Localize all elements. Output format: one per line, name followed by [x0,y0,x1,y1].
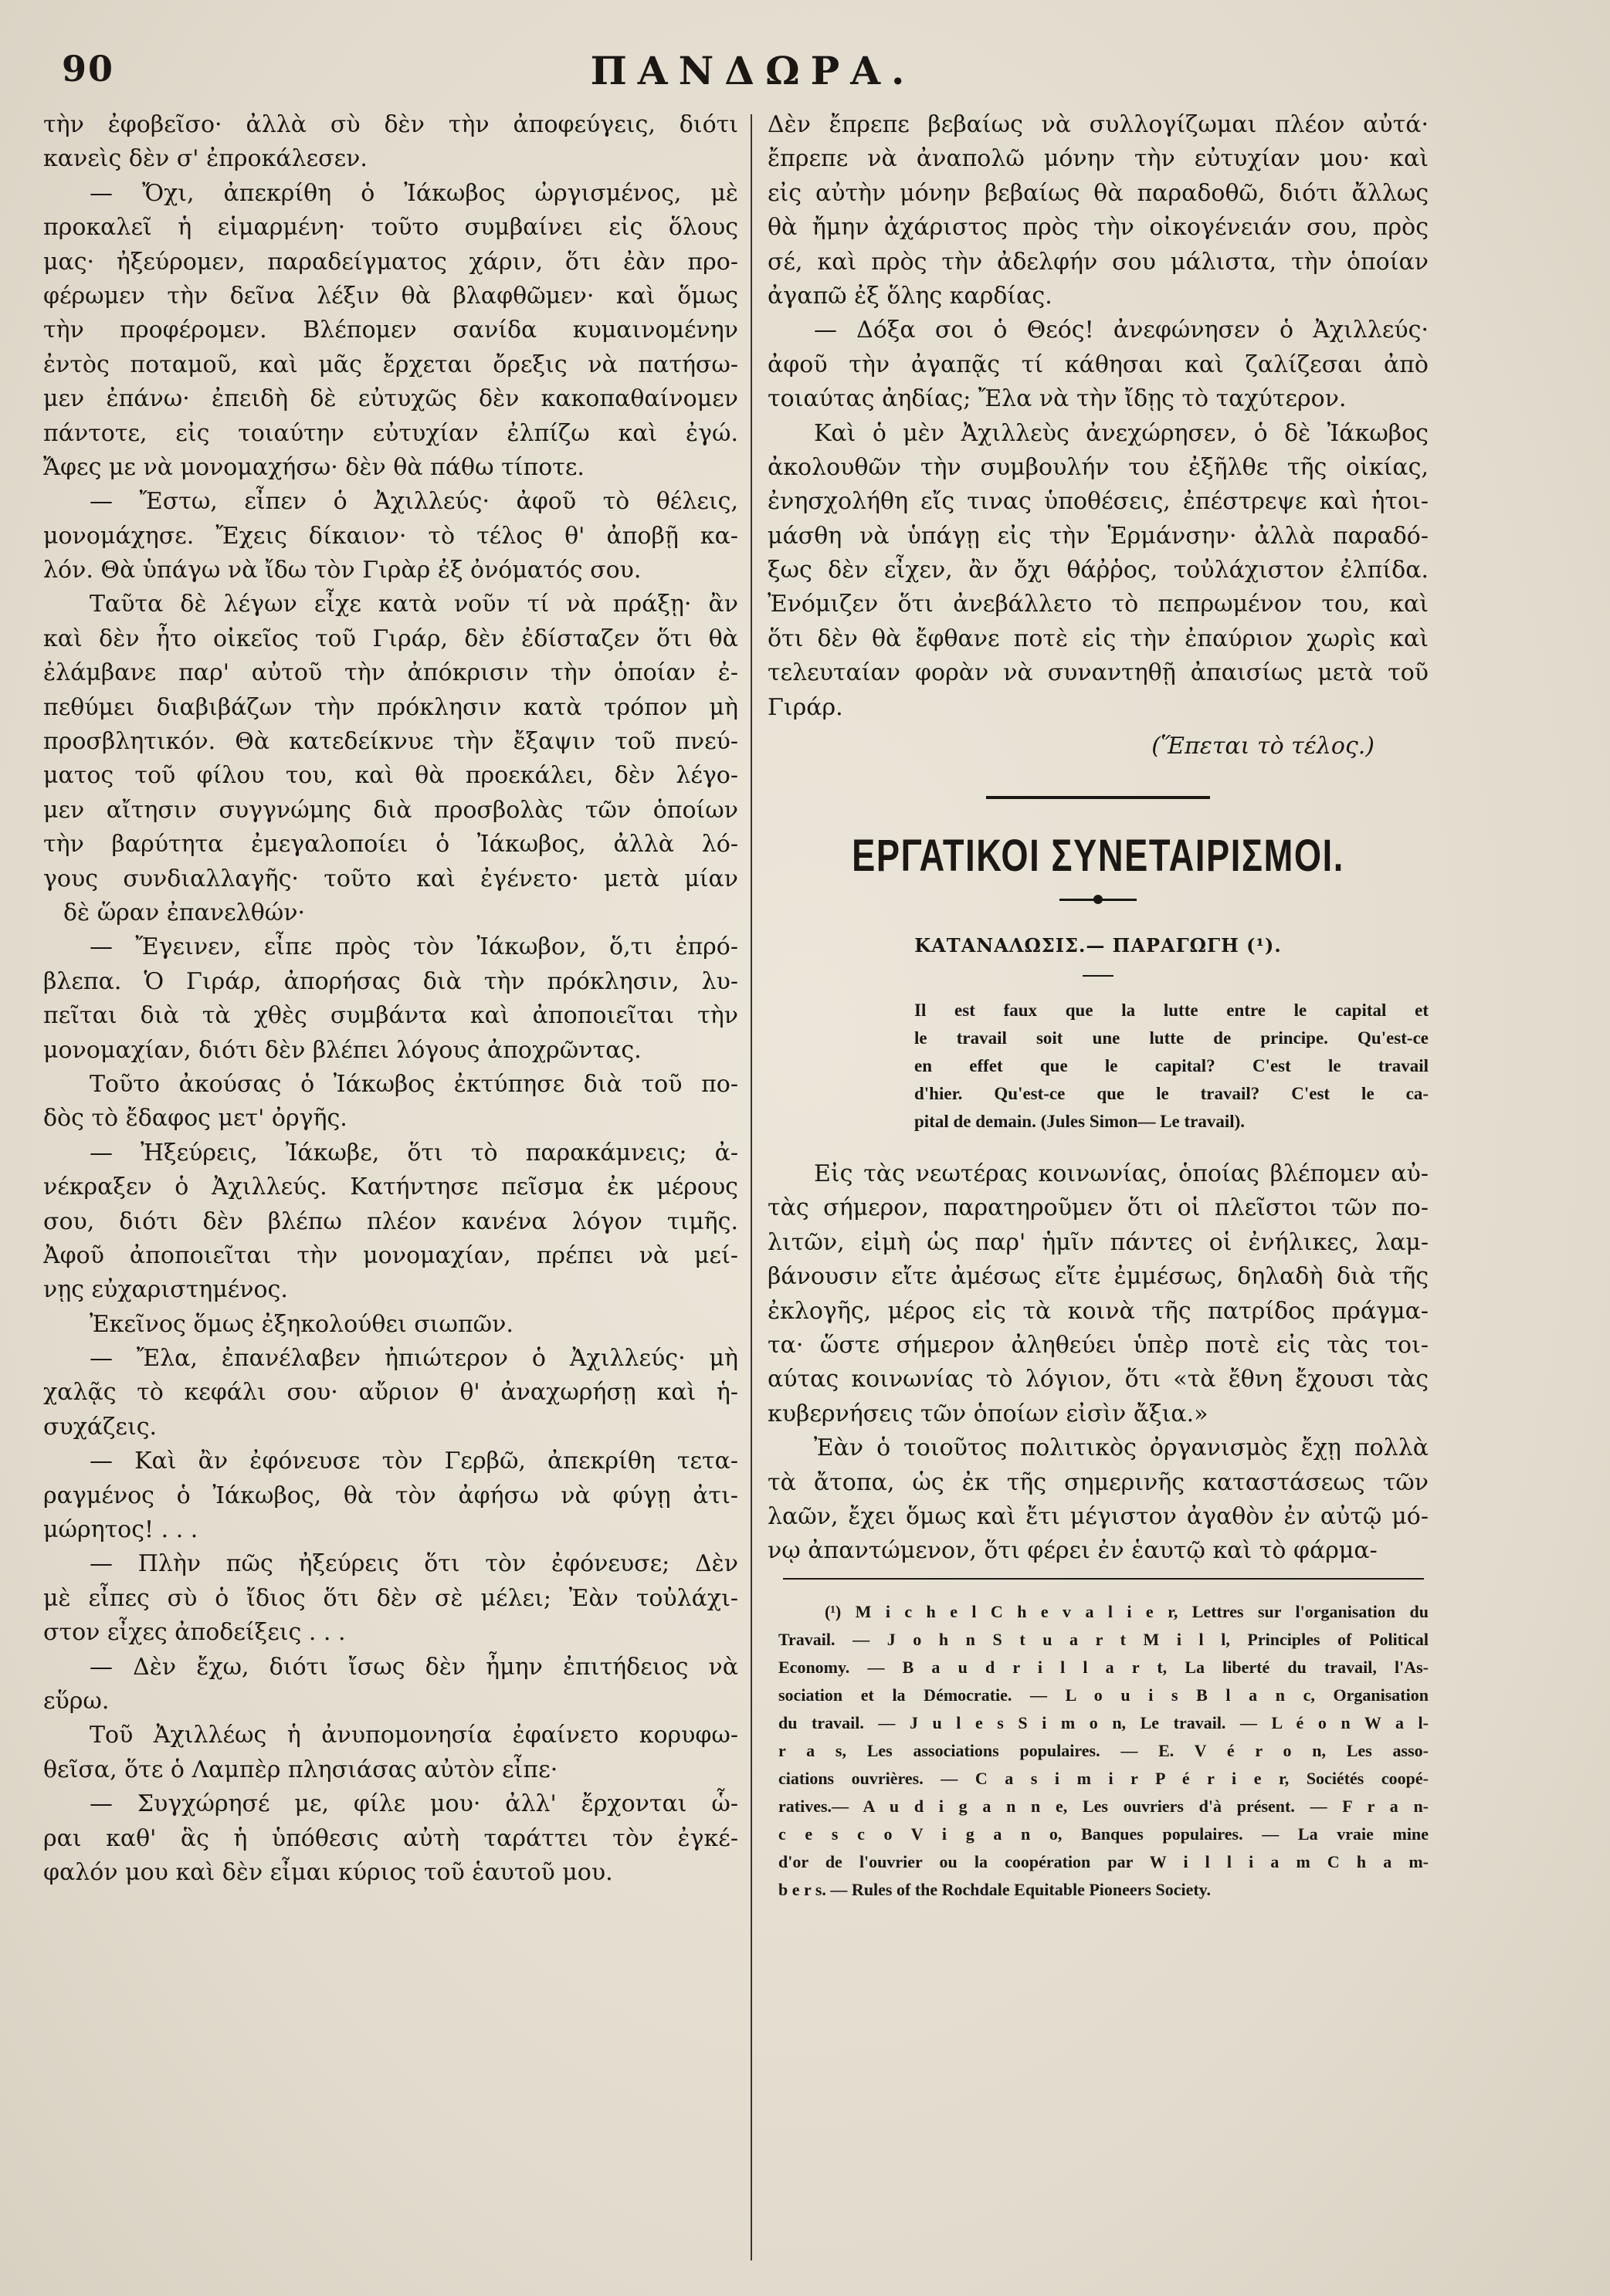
footnote-line: r a s, Les associations populaires. — E. V é r o n, Les asso- [778,1740,1429,1760]
footnote-line: (¹) M i c h e l C h e v a l i e r, Lettres sur l'organisation du [825,1601,1429,1621]
text-line: θεῖσα, ὅτε ὁ Λαμπὲρ πλησιάσας αὐτὸν εἶπε· [43,1756,558,1783]
text-line: βάνουσιν εἴτε ἀμέσως εἴτε ἐμμέσως, δηλαδὴ διὰ τῆς [768,1263,1429,1291]
left-column [43,108,738,1890]
footnotes [768,1598,1429,1904]
text-line: νῃς εὐχαριστημένος. [43,1276,288,1304]
text-line: τὰ ἄτοπα, ὡς ἐκ τῆς σημερινῆς καταστάσεως τῶν [768,1468,1429,1496]
text-line: τα· ὥστε σήμερον ἀληθεύει ὑπὲρ ποτὲ εἰς τὰς τοι- [768,1331,1429,1359]
text-line: φαλόν μου καὶ δὲν εἶμαι κύριος τοῦ ἑαυτοῦ μου. [43,1858,613,1886]
article-body [768,1157,1429,1569]
text-line: μὲ εἶπες σὺ ὁ ἴδιος ὅτι δὲν σὲ μέλει; Ἐὰν τοὐλάχι- [43,1584,738,1612]
text-line: πάντοτε, εἰς τοιαύτην εὐτυχίαν ἐλπίζω καὶ ἐγώ. [43,419,738,447]
footnote-line: ciations ouvrières. — C a s i m i r P é r i e r, Sociétés coopé- [778,1768,1429,1788]
text-line: Ἐκεῖνος ὅμως ἐξηκολούθει σιωπῶν. [90,1310,514,1338]
footnote-rule [783,1578,1424,1580]
section-rule [986,796,1210,799]
text-line: ματος τοῦ φίλου του, καὶ θὰ προεκάλει, δὲν λέγο- [43,762,738,790]
footnote-line: Economy. — B a u d r i l l a r t, La liberté du travail, l'As- [778,1657,1429,1677]
text-line: μονομαχίαν, διότι δὲν βλέπει λόγους ἀποχρῶντας. [43,1036,642,1064]
text-line: Καὶ ὁ μὲν Ἀχιλλεὺς ἀνεχώρησεν, ὁ δὲ Ἰάκωβος [814,419,1429,447]
text-line: ἐντὸς ποταμοῦ, καὶ μᾶς ἔρχεται ὄρεξις νὰ πατήσω- [43,350,738,378]
footnote-line: ratives.— A u d i g a n n e, Les ouvriers d'à présent. — F r a n- [778,1796,1429,1816]
subheading-dash [1083,975,1113,977]
text-line: μας· ἠξεύρομεν, παραδείγματος χάριν, ὅτι ἐὰν προ- [43,248,738,276]
text-line: Ἀφοῦ ἀποποιεῖται τὴν μονομαχίαν, πρέπει νὰ μεί- [43,1241,738,1269]
text-line: — Συγχώρησέ με, φίλε μου· ἀλλ' ἔρχονται ὧ- [90,1790,738,1818]
footnote-line: c e s c o V i g a n o, Banques populaires. — La vraie mine [778,1824,1429,1844]
text-line: λόν. Θὰ ὑπάγω νὰ ἴδω τὸν Γιρὰρ ἐξ ὀνόματός σου. [43,557,642,584]
epigraph [768,997,1429,1136]
text-line: δὸς τὸ ἔδαφος μετ' ὀργῆς. [43,1105,347,1133]
text-line: μεν ἐπάνω· ἐπειδὴ δὲ εὐτυχῶς δὲν κακοπαθαίνομεν [43,385,738,413]
text-line: — Δόξα σοι ὁ Θεός! ἀνεφώνησεν ὁ Ἀχιλλεύς· [814,317,1429,344]
text-line: Τοῦτο ἀκούσας ὁ Ἰάκωβος ἐκτύπησε διὰ τοῦ πο- [90,1070,738,1098]
text-line: τελευταίαν φορὰν νὰ συναντηθῇ ἀπαισίως μετὰ τοῦ [768,659,1429,687]
text-line: Εἰς τὰς νεωτέρας κοινωνίας, ὁποίας βλέπομεν αὐ- [814,1160,1429,1188]
text-line: Ἄφες με νὰ μονομαχήσω· δὲν θὰ πάθω τίποτε. [43,453,585,481]
footnote-line: Travail. — J o h n S t u a r t M i l l, Principles of Political [778,1629,1429,1649]
text-line: κανεὶς δὲν σ' ἐπροκάλεσεν. [43,145,368,173]
text-line: συχάζεις. [43,1413,158,1441]
text-line: Γιράρ. [768,693,843,721]
text-line: τὴν ἐφοβεῖσο· ἀλλὰ σὺ δὲν τὴν ἀποφεύγεις, διότι [43,111,738,138]
section-title: ΕΡΓΑΤΙΚΟΙ ΣΥΝΕΤΑΙΡΙΣΜΟΙ. [852,831,1344,882]
ornament-divider [1059,892,1137,907]
text-line: ἀκολουθῶν τὴν συμβουλήν του ἐξῆλθε τῆς οἰκίας, [768,453,1429,481]
text-line: Δὲν ἔπρεπε βεβαίως νὰ συλλογίζωμαι πλέον αὐτά· [768,111,1429,138]
running-title: ΠΑΝΔΩΡΑ. [590,48,916,93]
text-line: Ἐνόμιζεν ὅτι ἀνεβάλλετο τὸ πεπρωμένον του, καὶ [768,591,1429,618]
page-header [54,48,1452,102]
text-line: μονομάχησε. Ἔχεις δίκαιον· τὸ τέλος θ' ἀποβῇ κα- [43,522,738,550]
text-line: λαῶν, ἔχει ὅμως καὶ ἔτι μέγιστον ἀγαθὸν ἐν αὐτῷ μό- [768,1502,1429,1530]
text-line: ἔπρεπε νὰ ἀναπολῶ μόνην τὴν εὐτυχίαν μου· καὶ [768,145,1429,173]
text-line: μώρητος! . . . [43,1516,198,1544]
text-line: τὴν προφέρομεν. Βλέπομεν σανίδα κυμαινομένην [43,317,738,344]
text-line: Ἐὰν ὁ τοιοῦτος πολιτικὸς ὀργανισμὸς ἔχῃ πολλὰ [814,1434,1429,1462]
text-line: πεῖται διὰ τὰ χθὲς συμβάντα καὶ ἀποποιεῖται τὴν [43,1002,738,1030]
text-line: ἐνησχολήθη εἴς τινας ὑποθέσεις, ἐπέστρεψε καὶ ἡτοι- [768,488,1429,516]
text-line: δὲ ὥραν ἐπανελθών· [63,899,305,926]
footnote-line: b e r s. — Rules of the Rochdale Equitable Pioneers Society. [778,1879,1211,1899]
text-line: τοιαύτας ἀηδίας; Ἔλα νὰ τὴν ἴδῃς τὸ ταχύτερον. [768,385,1347,413]
text-line: εὕρω. [43,1687,110,1715]
text-line: βλεπα. Ὁ Γιράρ, ἀπορήσας διὰ τὴν πρόκλησιν, λυ- [43,967,738,995]
text-line: λιτῶν, εἰμὴ ὡς παρ' ἡμῖν πάντες οἱ ἐνήλικες, λαμ- [768,1228,1429,1256]
column-divider [751,114,752,2260]
text-line: σέ, καὶ πρὸς τὴν ἀδελφήν σου μάλιστα, τὴν ὁποίαν [768,248,1429,276]
footnote-line: d'or de l'ouvrier ou la coopération par W i l l i a m C h a m- [778,1851,1429,1871]
text-line: τὴν βαρύτητα ἐμεγαλοποίει ὁ Ἰάκωβος, ἀλλὰ λό- [43,831,738,858]
text-line: — Καὶ ἂν ἐφόνευσε τὸν Γερβῶ, ἀπεκρίθη τετα- [90,1448,738,1475]
epigraph-line: Il est faux que la lutte entre le capital et [914,1001,1429,1021]
text-line: μάσθη νὰ ὑπάγῃ εἰς τὴν Ἑρμάνσην· ἀλλὰ παραδό- [768,522,1429,550]
text-line: ραγμένος ὁ Ἰάκωβος, θὰ τὸν ἀφήσω νὰ φύγῃ ἀτι- [43,1482,738,1509]
text-line: γους συνδιαλλαγῆς· τοῦτο καὶ ἐγένετο· μετὰ μίαν [43,865,738,892]
story-continuation [768,108,1429,725]
text-line: σου, διότι δὲν βλέπω πλέον κανένα λόγον τιμῆς. [43,1207,738,1235]
epigraph-line: d'hier. Qu'est-ce que le travail? C'est le ca- [914,1084,1429,1104]
text-line: — Δὲν ἔχω, διότι ἴσως δὲν ἦμην ἐπιτήδειος νὰ [90,1653,738,1681]
text-line: ξως δὲν εἶχεν, ἂν ὄχι θάῤῥος, τοὐλάχιστον ἐλπίδα. [768,557,1429,584]
text-line: τὰς σήμερον, παρατηροῦμεν ὅτι οἱ πλεῖστοι τῶν πο- [768,1194,1429,1222]
text-line: ὅτι δὲν θὰ ἔφθανε ποτὲ εἰς τὴν ἐπαύριον χωρὶς καὶ [768,625,1429,652]
text-line: — Ὄχι, ἀπεκρίθη ὁ Ἰάκωβος ὠργισμένος, μὲ [90,179,738,207]
text-line: προκαλεῖ ἡ εἱμαρμένη· τοῦτο συμβαίνει εἰς ὅλους [43,214,738,242]
text-line: ἀφοῦ τὴν ἀγαπᾷς τί κάθησαι καὶ ζαλίζεσαι ἀπὸ [768,350,1429,378]
text-line: εἰς αὐτὴν μόνην βεβαίως θὰ παραδοθῶ, διότι ἄλλως [768,179,1429,207]
text-line: — Ἔγεινεν, εἶπε πρὸς τὸν Ἰάκωβον, ὅ,τι ἐπρό- [90,933,738,961]
text-line: στον εἶχες ἀποδείξεις . . . [43,1619,346,1647]
right-column [768,108,1429,1904]
text-line: ἀγαπῶ ἐξ ὅλης καρδίας. [768,282,1052,310]
text-line: — Ἔστω, εἶπεν ὁ Ἀχιλλεύς· ἀφοῦ τὸ θέλεις, [90,488,738,516]
text-line: χαλᾷς τὸ κεφάλι σου· αὔριον θ' ἀναχωρήσῃ καὶ ἡ- [43,1379,738,1407]
text-line: κυβερνήσεις τῶν ὁποίων εἰσὶν ἄξια.» [768,1400,1208,1427]
text-line: φέρωμεν τὴν δεῖνα λέξιν θὰ βλαφθῶμεν· καὶ ὅμως [43,282,738,310]
footnote-line: du travail. — J u l e s S i m o n, Le travail. — L é o n W a l- [778,1712,1429,1732]
text-line: — Ἔλα, ἐπανέλαβεν ἠπιώτερον ὁ Ἀχιλλεύς· μὴ [90,1345,738,1373]
text-line: — Πλὴν πῶς ἠξεύρεις ὅτι τὸν ἐφόνευσε; Δὲν [90,1550,738,1578]
text-line: μεν αἴτησιν συγγνώμης διὰ προσβολὰς τῶν ὁποίων [43,796,738,824]
epigraph-line: en effet que le capital? C'est le travail [914,1056,1429,1076]
page-number: 90 [62,48,115,90]
text-line: καὶ δὲν ἦτο οἰκεῖος τοῦ Γιράρ, δὲν ἐδίσταζεν ὅτι θὰ [43,625,738,652]
text-line: νέκραξεν ὁ Ἀχιλλεύς. Κατήντησε πεῖσμα ἐκ μέρους [43,1173,738,1201]
text-line: νῳ ἀπαντώμενον, ὅτι φέρει ἐν ἑαυτῷ καὶ τὸ φάρμα- [768,1537,1378,1565]
text-line: ἐκλογῆς, μέρος εἰς τὰ κοινὰ τῆς πατρίδος πράγμα- [768,1297,1429,1325]
epigraph-line: le travail soit une lutte de principe. Qu'est-ce [914,1028,1429,1048]
text-line: ραι καθ' ἃς ἡ ὑπόθεσις αὐτὴ ταράττει τὸν ἐγκέ- [43,1824,738,1852]
text-line: προσβλητικόν. Θὰ κατεδείκνυε τὴν ἔξαψιν τοῦ πνεύ- [43,728,738,756]
footnote-line: sociation et la Démocratie. — L o u i s B l a n c, Organisation [778,1685,1429,1705]
text-line: αύτας κοινωνίας τὸ λόγιον, ὅτι «τὰ ἔθνη ἔχουσι τὰς [768,1366,1429,1394]
text-line: Τοῦ Ἀχιλλέως ἡ ἀνυπομονησία ἐφαίνετο κορυφω- [90,1722,738,1749]
article-subheading: ΚΑΤΑΝΑΛΩΣΙΣ.— ΠΑΡΑΓΩΓΗ (¹). [914,934,1282,957]
text-line: θὰ ἤμην ἀχάριστος πρὸς τὴν οἰκογένειάν σου, πρὸς [768,214,1429,242]
text-line: — Ἠξεύρεις, Ἰάκωβε, ὅτι τὸ παρακάμνεις; ἀ- [90,1139,738,1167]
text-line: ἐλάμβανε παρ' αὐτοῦ τὴν ἀπόκρισιν τὴν ὁποίαν ἐ- [43,659,738,687]
text-line: πεθύμει διαβιβάζων τὴν πρόκλησιν κατὰ τρόπον μὴ [43,693,738,721]
epigraph-line: pital de demain. (Jules Simon— Le travail). [914,1112,1246,1132]
text-line: Ταῦτα δὲ λέγων εἶχε κατὰ νοῦν τί νὰ πράξῃ· ἂν [90,591,738,618]
continued-note: (Ἕπεται τὸ τέλος.) [1151,733,1374,760]
